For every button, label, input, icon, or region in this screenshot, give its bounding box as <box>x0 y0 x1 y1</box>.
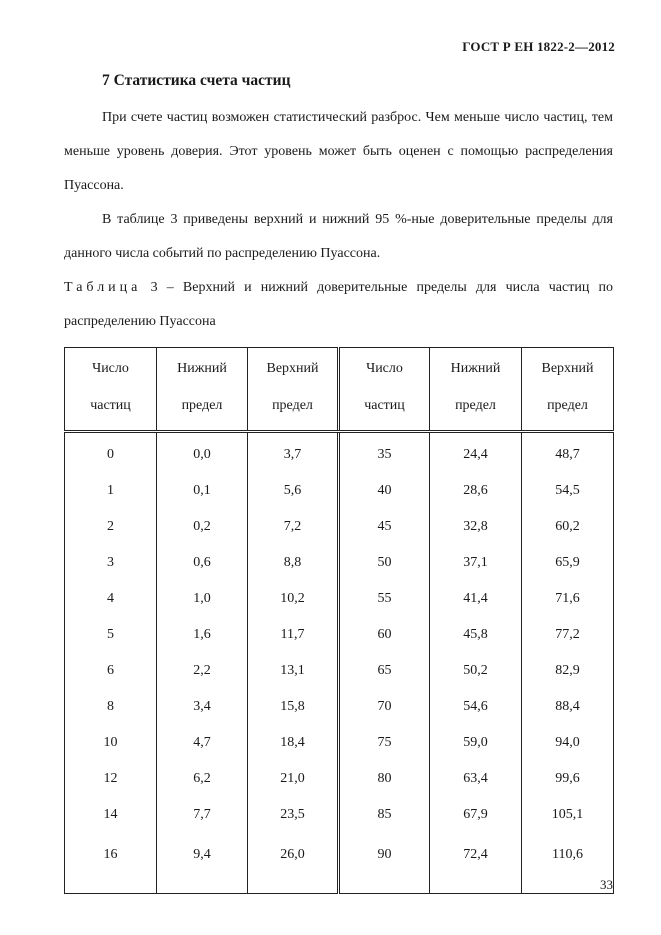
table-header-row <box>65 387 614 432</box>
table-cell: 99,6 <box>522 761 614 797</box>
table-row <box>65 509 614 545</box>
table-cell: 50 <box>339 545 430 581</box>
table-cell: 65,9 <box>522 545 614 581</box>
table-row <box>65 581 614 617</box>
header-lower: предел <box>157 387 248 432</box>
table-cell: 0,1 <box>157 473 248 509</box>
table-cell: 71,6 <box>522 581 614 617</box>
table-caption-label: Таблица <box>64 280 142 295</box>
table-cell: 3 <box>65 545 157 581</box>
table-row <box>65 545 614 581</box>
table-cell: 13,1 <box>248 653 339 689</box>
table-cell: 1,0 <box>157 581 248 617</box>
header-lower: Нижний <box>157 348 248 388</box>
paragraph-table-reference: В таблице 3 приведены верхний и нижний 95 %-ные доверительные пределы для данного числа событий по распределению Пуассона. <box>64 212 613 261</box>
table-cell: 3,7 <box>248 432 339 474</box>
table-body <box>65 432 614 894</box>
table-cell: 6,2 <box>157 761 248 797</box>
document-code: ГОСТ Р ЕН 1822-2—2012 <box>462 39 615 54</box>
table-cell: 41,4 <box>430 581 522 617</box>
table-row <box>65 689 614 725</box>
table-cell: 21,0 <box>248 761 339 797</box>
table-cell: 1,6 <box>157 617 248 653</box>
table-cell: 0 <box>65 432 157 474</box>
header-lower: предел <box>430 387 522 432</box>
table-cell: 110,6 <box>522 833 614 894</box>
table-cell: 65 <box>339 653 430 689</box>
table-cell: 12 <box>65 761 157 797</box>
table-cell: 2 <box>65 509 157 545</box>
table-cell: 8 <box>65 689 157 725</box>
table-cell: 77,2 <box>522 617 614 653</box>
header-count: Число <box>339 348 430 388</box>
table-cell: 0,2 <box>157 509 248 545</box>
table-cell: 28,6 <box>430 473 522 509</box>
table-caption <box>64 271 613 339</box>
table-row <box>65 617 614 653</box>
table-cell: 24,4 <box>430 432 522 474</box>
table-cell: 90 <box>339 833 430 894</box>
page-number: 33 <box>600 877 613 892</box>
table-cell: 23,5 <box>248 797 339 833</box>
table-cell: 59,0 <box>430 725 522 761</box>
table-row <box>65 761 614 797</box>
table-cell: 0,0 <box>157 432 248 474</box>
table-cell: 54,6 <box>430 689 522 725</box>
table-row <box>65 653 614 689</box>
table-cell: 54,5 <box>522 473 614 509</box>
table-cell: 67,9 <box>430 797 522 833</box>
header-upper: Верхний <box>248 348 339 388</box>
table-cell: 11,7 <box>248 617 339 653</box>
paragraph-poisson-intro: При счете частиц возможен статистический разброс. Чем меньше число частиц, тем меньше уровень доверия. Этот уровень может быть оценен с помощью распределения Пуассона. <box>64 110 613 193</box>
table-cell: 94,0 <box>522 725 614 761</box>
table-cell: 70 <box>339 689 430 725</box>
table-cell: 63,4 <box>430 761 522 797</box>
table-cell: 9,4 <box>157 833 248 894</box>
table-row <box>65 725 614 761</box>
table-row <box>65 473 614 509</box>
table-cell: 7,2 <box>248 509 339 545</box>
table-cell: 75 <box>339 725 430 761</box>
table-cell: 48,7 <box>522 432 614 474</box>
table-cell: 60,2 <box>522 509 614 545</box>
table-cell: 55 <box>339 581 430 617</box>
table-cell: 50,2 <box>430 653 522 689</box>
table-cell: 35 <box>339 432 430 474</box>
table-row <box>65 797 614 833</box>
table-cell: 0,6 <box>157 545 248 581</box>
header-upper: предел <box>522 387 614 432</box>
table-cell: 14 <box>65 797 157 833</box>
poisson-confidence-table <box>64 347 614 894</box>
table-cell: 4 <box>65 581 157 617</box>
header-count: частиц <box>339 387 430 432</box>
table-cell: 3,4 <box>157 689 248 725</box>
table-cell: 5 <box>65 617 157 653</box>
table-caption-text: 3 – Верхний и нижний доверительные пределы для числа частиц по распределению Пуассона <box>64 280 613 329</box>
table-cell: 82,9 <box>522 653 614 689</box>
header-upper: Верхний <box>522 348 614 388</box>
table-cell: 16 <box>65 833 157 894</box>
header-count: Число <box>65 348 157 388</box>
table-cell: 32,8 <box>430 509 522 545</box>
table-cell: 37,1 <box>430 545 522 581</box>
table-cell: 85 <box>339 797 430 833</box>
table-cell: 10 <box>65 725 157 761</box>
table-cell: 7,7 <box>157 797 248 833</box>
table-cell: 40 <box>339 473 430 509</box>
table-cell: 45 <box>339 509 430 545</box>
table-cell: 80 <box>339 761 430 797</box>
table-header-row <box>65 348 614 388</box>
table-cell: 88,4 <box>522 689 614 725</box>
table-cell: 45,8 <box>430 617 522 653</box>
table-cell: 26,0 <box>248 833 339 894</box>
table-row <box>65 432 614 474</box>
table-row <box>65 833 614 894</box>
table-cell: 8,8 <box>248 545 339 581</box>
table-cell: 2,2 <box>157 653 248 689</box>
table-cell: 105,1 <box>522 797 614 833</box>
header-upper: предел <box>248 387 339 432</box>
table-cell: 1 <box>65 473 157 509</box>
table-cell: 5,6 <box>248 473 339 509</box>
table-cell: 4,7 <box>157 725 248 761</box>
section-title: 7 Статистика счета частиц <box>102 72 291 89</box>
header-lower: Нижний <box>430 348 522 388</box>
table-cell: 6 <box>65 653 157 689</box>
header-count: частиц <box>65 387 157 432</box>
table-cell: 10,2 <box>248 581 339 617</box>
table-cell: 72,4 <box>430 833 522 894</box>
table-cell: 15,8 <box>248 689 339 725</box>
table-cell: 60 <box>339 617 430 653</box>
table-cell: 18,4 <box>248 725 339 761</box>
